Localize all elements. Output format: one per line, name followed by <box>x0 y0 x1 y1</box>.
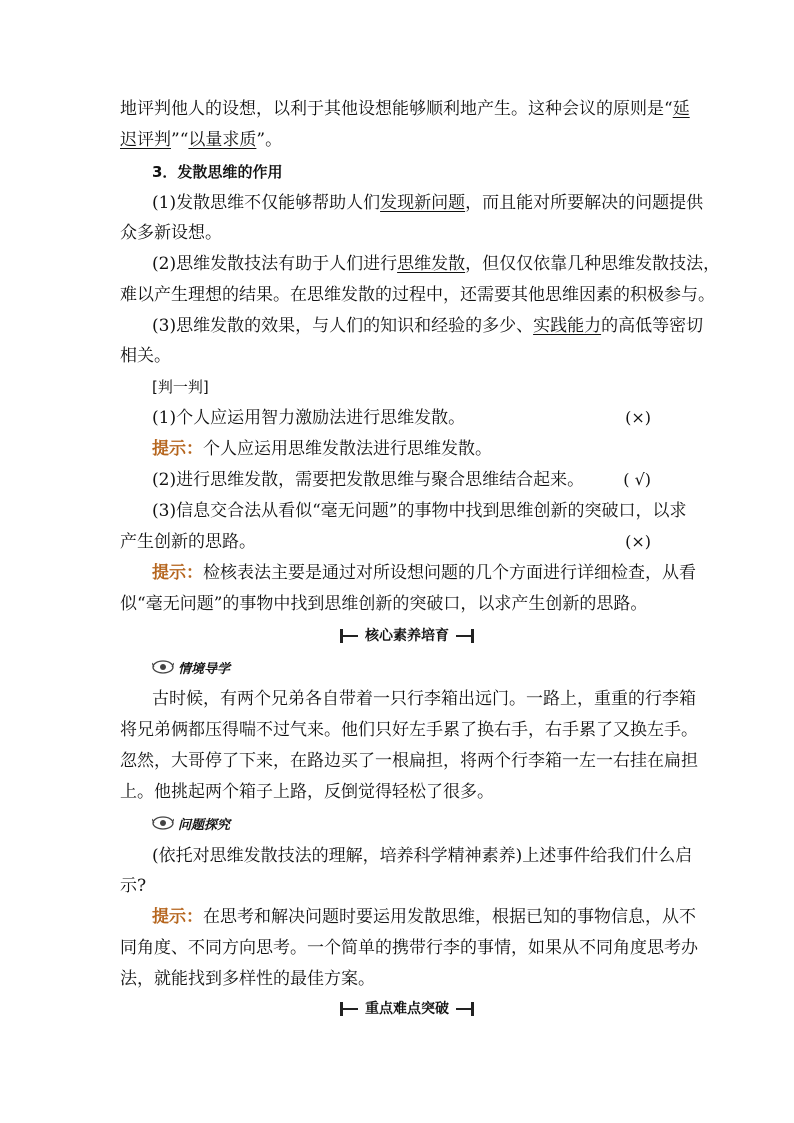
section-label: 情境导学 <box>178 661 231 677</box>
scenario-section-header <box>152 657 230 677</box>
hint-line <box>152 438 492 460</box>
underlined-term: 发现新问题 <box>380 193 466 213</box>
answer-mark: (×) <box>625 532 651 551</box>
section-banner-core <box>340 625 474 647</box>
paragraph-line: 忽然，大哥停了下来，在路边买了一根扁担，将两个行李箱一左一右挂在扁担 <box>120 751 698 771</box>
text: ”。 <box>256 130 283 150</box>
question-line-cont: 示? <box>120 876 147 896</box>
text: 的高低等密切 <box>601 316 704 336</box>
judge-heading: [判一判] <box>152 378 209 396</box>
scenario-section-icon <box>152 659 174 675</box>
paragraph-line: 上。他挑起两个箱子上路，反倒觉得轻松了很多。 <box>120 782 494 802</box>
banner-label: 重点难点突破 <box>358 998 456 1020</box>
hint-text: 个人应运用思维发散法进行思维发散。 <box>203 439 492 459</box>
answer-mark: ( √) <box>623 470 651 489</box>
hint-line <box>152 562 696 584</box>
hint-label: 提示： <box>152 907 203 927</box>
section-banner-key <box>340 998 474 1020</box>
hint-label: 提示： <box>152 563 203 583</box>
text: ，但仅仅依靠几种思维发散技法， <box>465 254 721 274</box>
paragraph-line <box>152 253 720 275</box>
section-heading: 3．发散思维的作用 <box>152 163 283 181</box>
underlined-term: 思维发散 <box>397 254 466 274</box>
text: ”“ <box>171 130 189 150</box>
paragraph-line: 众多新设想。 <box>120 223 222 243</box>
text: (2)思维发散技法有助于人们进行 <box>152 254 398 274</box>
hint-line <box>152 906 696 928</box>
paragraph-line <box>152 192 703 214</box>
hint-text: 检核表法主要是通过对所设想问题的几个方面进行详细检查，从看 <box>203 563 696 583</box>
underlined-term: 实践能力 <box>533 316 602 336</box>
question-line: (依托对思维发散技法的理解，培养科学精神素养)上述事件给我们什么启 <box>152 846 693 866</box>
text: ，而且能对所要解决的问题提供 <box>465 193 704 213</box>
judge-question-3-cont: 产生创新的思路。 <box>120 532 256 552</box>
section-label: 问题探究 <box>178 817 231 833</box>
underlined-term: 迟评判 <box>120 130 171 150</box>
hint-text: 在思考和解决问题时要运用发散思维，根据已知的事物信息，从不 <box>203 907 696 927</box>
hint-line-cont: 似“毫无问题”的事物中找到思维创新的突破口，以求产生创新的思路。 <box>120 594 648 614</box>
answer-mark: (×) <box>625 408 651 427</box>
judge-question-2: (2)进行思维发散，需要把发散思维与聚合思维结合起来。 <box>152 470 585 490</box>
paragraph-line: 难以产生理想的结果。在思维发散的过程中，还需要其他思维因素的积极参与。 <box>120 285 715 305</box>
paragraph-line: 相关。 <box>120 346 171 366</box>
paragraph-line <box>120 98 690 120</box>
paragraph-line <box>120 129 282 151</box>
paragraph-line: 古时候，有两个兄弟各自带着一只行李箱出远门。一路上，重重的行李箱 <box>152 689 696 709</box>
paragraph-line: 将兄弟俩都压得喘不过气来。他们只好左手累了换右手，右手累了又换左手。 <box>120 720 698 740</box>
underlined-term: 延 <box>672 99 690 119</box>
text: (1)发散思维不仅能够帮助人们 <box>152 193 381 213</box>
banner-label: 核心素养培育 <box>358 625 456 647</box>
hint-line-cont: 同角度、不同方向思考。一个简单的携带行李的事情，如果从不同角度思考办 <box>120 938 698 958</box>
inquiry-section-icon <box>152 815 174 831</box>
paragraph-line <box>152 315 703 337</box>
hint-label: 提示： <box>152 439 203 459</box>
judge-question-1: (1)个人应运用智力激励法进行思维发散。 <box>152 408 466 428</box>
text: 地评判他人的设想，以利于其他设想能够顺利地产生。这种会议的原则是“ <box>120 99 673 119</box>
judge-question-3: (3)信息交合法从看似“毫无问题”的事物中找到思维创新的突破口，以求 <box>152 501 687 521</box>
text: (3)思维发散的效果，与人们的知识和经验的多少、 <box>152 316 534 336</box>
inquiry-section-header <box>152 813 230 833</box>
underlined-term: 以量求质 <box>188 130 257 150</box>
hint-line-cont: 法，就能找到多样性的最佳方案。 <box>120 969 375 989</box>
